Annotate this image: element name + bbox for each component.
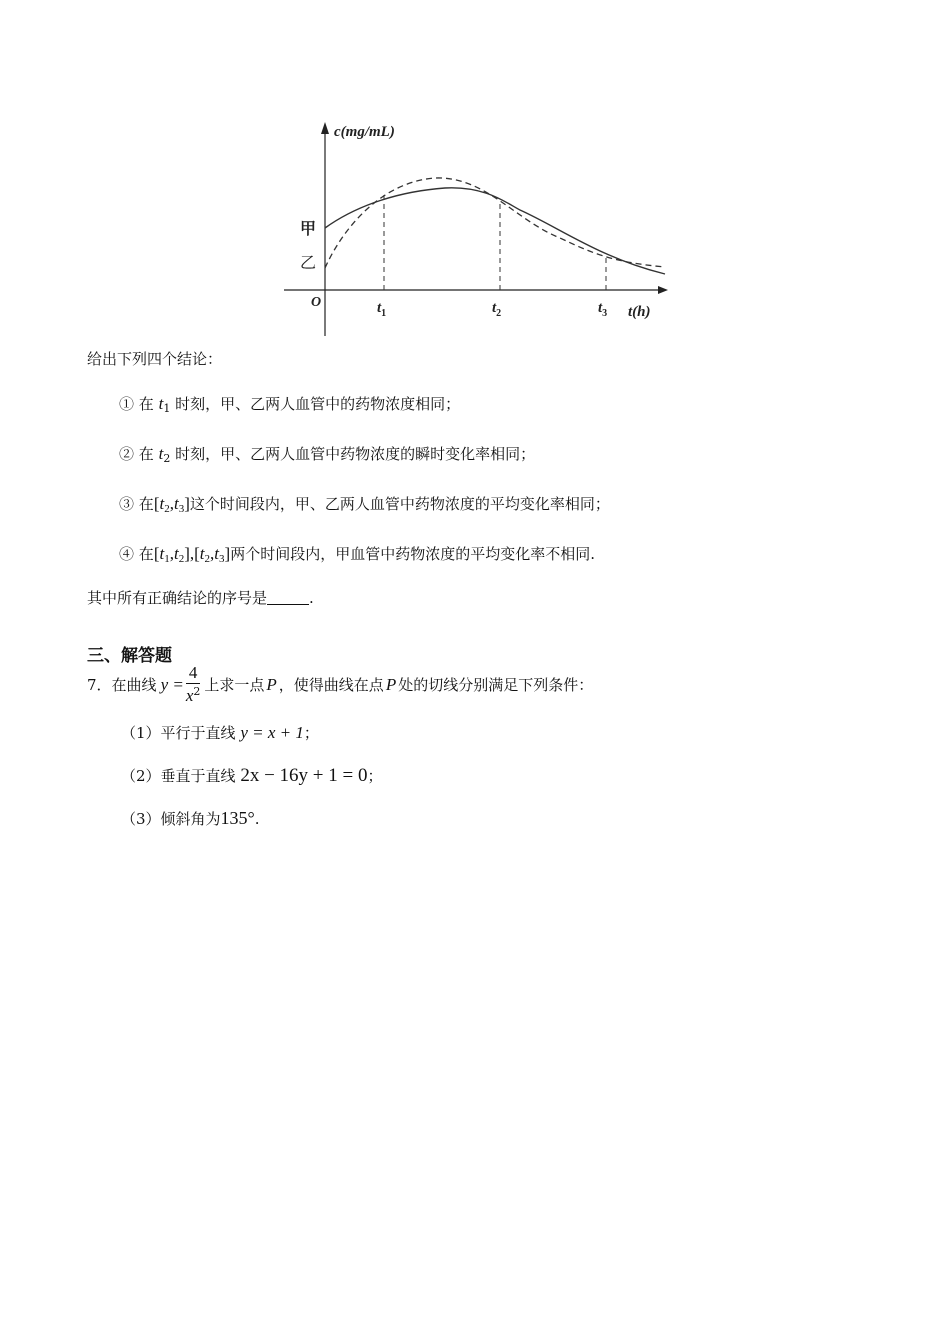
- series-yi-curve: [325, 178, 665, 268]
- sub-question-2-end: ；: [367, 767, 383, 785]
- conclusion-2-text: 时刻，甲、乙两人血管中药物浓度的瞬时变化率相同；: [175, 445, 536, 463]
- x-axis-label: t(h): [628, 304, 651, 320]
- sub-question-2-label: （2）垂直于直线: [121, 767, 236, 785]
- section-title: 三、解答题: [87, 646, 172, 666]
- problem-7-pre: 在曲线: [111, 676, 157, 694]
- question-prompt: 其中所有正确结论的序号是 .: [87, 589, 314, 607]
- sub-question-1-end: ；: [303, 724, 319, 742]
- conclusion-2-sub: 2: [163, 452, 171, 465]
- sub-question-3: [121, 808, 260, 829]
- conclusion-4-interval-1: $[t_1,t_2]$: [153, 544, 190, 565]
- x-tick-t1: $t_1$: [377, 300, 387, 319]
- sub-question-3-label: （3）倾斜角为: [121, 810, 221, 828]
- sub-question-1: [121, 722, 319, 743]
- y-tick-jia: 甲: [300, 219, 317, 238]
- problem-7-mid: 上求一点: [204, 676, 265, 694]
- conclusion-4-interval-2: $[t_2,t_3]$: [194, 544, 231, 565]
- conclusion-3-text: 这个时间段内，甲、乙两人血管中药物浓度的平均变化率相同；: [189, 495, 610, 513]
- conclusion-3: [119, 493, 610, 515]
- intro-text: 给出下列四个结论：: [87, 350, 223, 368]
- conclusion-4: ④ 在$[t_1,t_2],[t_2,t_3]$两个时间段内，甲血管中药物浓度的平均变化率不相同.: [119, 544, 595, 565]
- conclusion-1-sub: 1: [163, 402, 171, 415]
- sub-question-1-eq: y = x + 1: [240, 723, 304, 742]
- sub-question-3-value: 135°: [220, 808, 255, 828]
- sub-question-1-label: （1）平行于直线: [121, 724, 236, 742]
- concentration-chart: [270, 110, 680, 340]
- problem-7-number: 7．: [87, 676, 112, 694]
- problem-7-point: P: [266, 674, 277, 694]
- conclusion-2-num: ②: [119, 445, 135, 463]
- conclusion-3-pre: 在: [138, 495, 154, 513]
- conclusion-2-pre: 在: [138, 445, 154, 463]
- x-tick-t3: $t_3$: [598, 300, 608, 319]
- question-prompt-text: 其中所有正确结论的序号是: [87, 589, 268, 607]
- answer-blank[interactable]: [267, 590, 309, 605]
- problem-7-post-a: ，使得曲线在点: [278, 676, 384, 694]
- conclusion-4-text: 两个时间段内，甲血管中药物浓度的平均变化率不相同.: [230, 545, 595, 563]
- problem-7-fraction: [186, 664, 201, 705]
- problem-7-post-b: 处的切线分别满足下列条件：: [398, 676, 594, 694]
- conclusion-4-num: ④: [119, 545, 135, 563]
- sub-question-2-eq: 2x − 16y + 1 = 0: [240, 765, 368, 786]
- conclusion-1-text: 时刻，甲、乙两人血管中的药物浓度相同；: [175, 395, 461, 413]
- x-tick-t2: $t_2$: [492, 300, 502, 319]
- sub-question-3-end: .: [254, 810, 260, 828]
- origin-label: O: [311, 295, 322, 310]
- problem-7-eq-lhs: y =: [160, 674, 184, 694]
- fraction-numerator: 4: [186, 664, 201, 684]
- y-axis-label: c(mg/mL): [334, 124, 395, 140]
- conclusion-1-var: t: [158, 394, 164, 413]
- conclusion-2-var: t: [158, 444, 164, 463]
- problem-7: [87, 664, 593, 705]
- sub-question-2: [121, 765, 383, 787]
- conclusion-1-pre: 在: [138, 395, 154, 413]
- x-axis-arrow: [658, 286, 668, 294]
- y-axis-arrow: [321, 122, 329, 134]
- conclusion-4-pre: 在: [138, 545, 154, 563]
- conclusion-2: [119, 443, 535, 465]
- conclusion-3-num: ③: [119, 495, 135, 513]
- fraction-exponent: 2: [193, 685, 201, 698]
- fraction-denominator: x: [185, 686, 194, 705]
- conclusion-3-interval: $[t_2,t_3]$: [153, 494, 190, 515]
- conclusion-1: [119, 393, 460, 415]
- problem-7-point-2: P: [385, 674, 397, 694]
- conclusion-1-num: ①: [119, 395, 135, 413]
- y-tick-yi: 乙: [300, 253, 317, 272]
